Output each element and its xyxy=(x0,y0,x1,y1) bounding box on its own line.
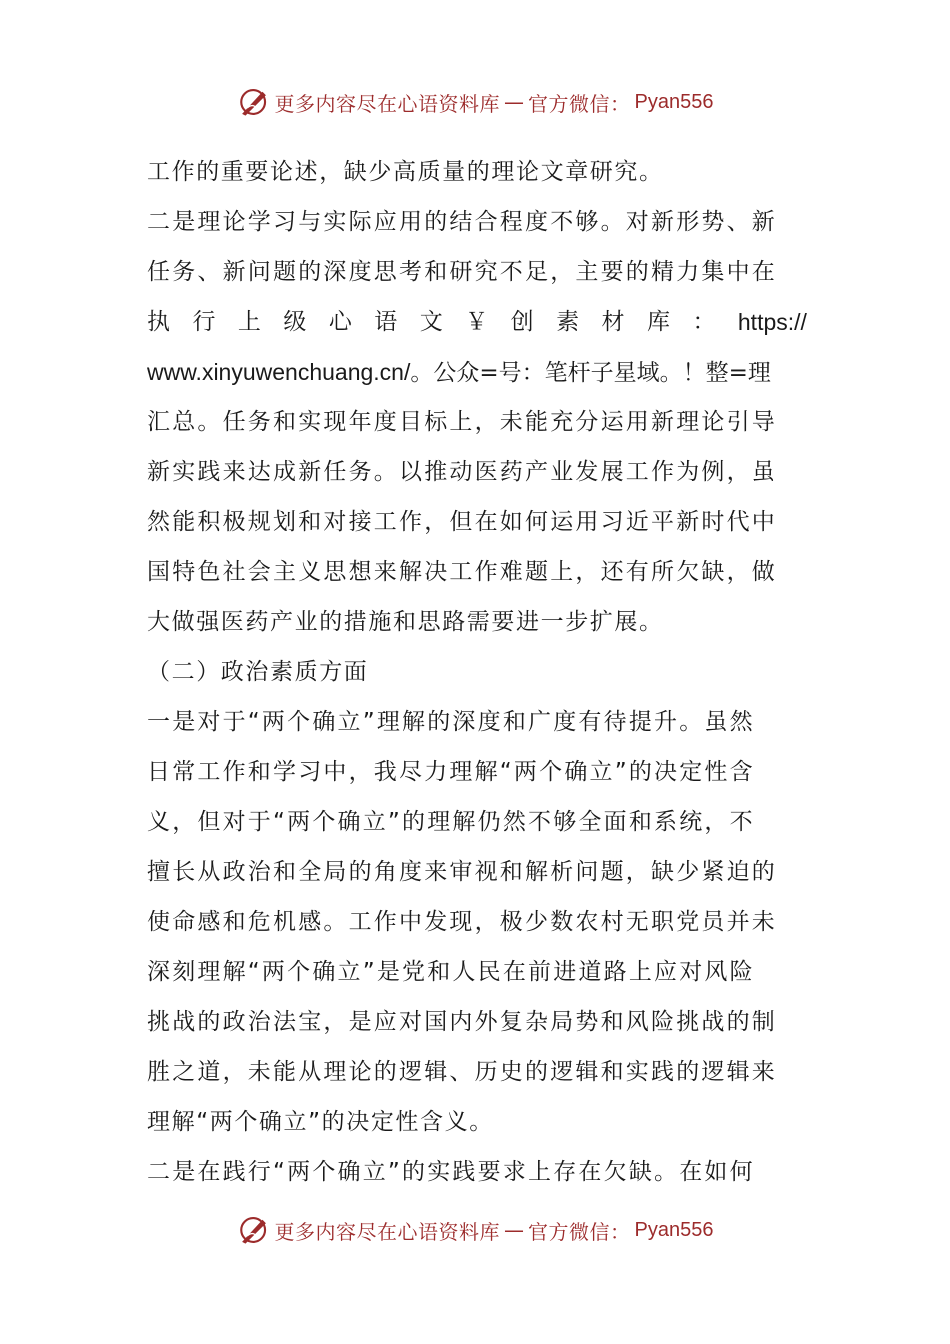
footer-banner-dash: — xyxy=(504,1218,525,1242)
body-line: 义，但对于“两个确立”的理解仍然不够全面和系统，不 xyxy=(147,809,755,835)
body-line: 擅长从政治和全局的角度来审视和解析问题，缺少紧迫的 xyxy=(147,859,777,885)
header-banner-dash: — xyxy=(504,90,525,114)
body-line: 深刻理解“两个确立”是党和人民在前进道路上应对风险 xyxy=(147,959,755,985)
footer-watermark-banner xyxy=(0,1210,950,1250)
body-line: 使命感和危机感。工作中发现，极少数农村无职党员并未 xyxy=(147,909,777,935)
body-line: 汇总。任务和实现年度目标上，未能充分运用新理论引导 xyxy=(147,409,777,435)
body-line: 工作的重要论述，缺少高质量的理论文章研究。 xyxy=(147,159,664,185)
header-wechat-label: 官方微信： xyxy=(528,91,631,116)
footer-banner-text: 更多内容尽在心语资料库 xyxy=(274,1219,501,1244)
body-line: 日常工作和学习中，我尽力理解“两个确立”的决定性含 xyxy=(147,759,755,785)
section-heading: （二）政治素质方面 xyxy=(147,659,369,685)
footer-wechat-label: 官方微信： xyxy=(528,1219,631,1244)
body-line: 大做强医药产业的措施和思路需要进一步扩展。 xyxy=(147,609,664,635)
body-line: 然能积极规划和对接工作，但在如何运用习近平新时代中 xyxy=(147,509,777,535)
pen-logo-icon xyxy=(237,85,271,119)
body-line: 理解“两个确立”的决定性含义。 xyxy=(147,1109,494,1135)
body-line: 二是理论学习与实际应用的结合程度不够。对新形势、新 xyxy=(147,209,777,235)
body-line: 胜之道，未能从理论的逻辑、历史的逻辑和实践的逻辑来 xyxy=(147,1059,777,1085)
body-line-justified: 执 行 上 级 心 语 文 ￥ 创 素 材 库 ： https:// xyxy=(147,309,807,335)
body-line: www.xinyuwenchuang.cn/。公众=号：笔杆子星域。！整=理 xyxy=(147,359,771,386)
footer-wechat-id: Pyan556 xyxy=(634,1218,714,1241)
body-line: 新实践来达成新任务。以推动医药产业发展工作为例，虽 xyxy=(147,459,777,485)
body-line: 任务、新问题的深度思考和研究不足，主要的精力集中在 xyxy=(147,259,777,285)
body-line: 国特色社会主义思想来解决工作难题上，还有所欠缺，做 xyxy=(147,559,777,585)
document-body xyxy=(147,147,807,1197)
body-line: 一是对于“两个确立”理解的深度和广度有待提升。虽然 xyxy=(147,709,755,735)
body-line: 二是在践行“两个确立”的实践要求上存在欠缺。在如何 xyxy=(147,1159,755,1185)
body-line: 挑战的政治法宝，是应对国内外复杂局势和风险挑战的制 xyxy=(147,1009,777,1035)
header-watermark-banner xyxy=(0,82,950,122)
header-banner-text: 更多内容尽在心语资料库 xyxy=(274,91,501,116)
pen-logo-icon xyxy=(237,1213,271,1247)
header-wechat-id: Pyan556 xyxy=(634,90,714,113)
